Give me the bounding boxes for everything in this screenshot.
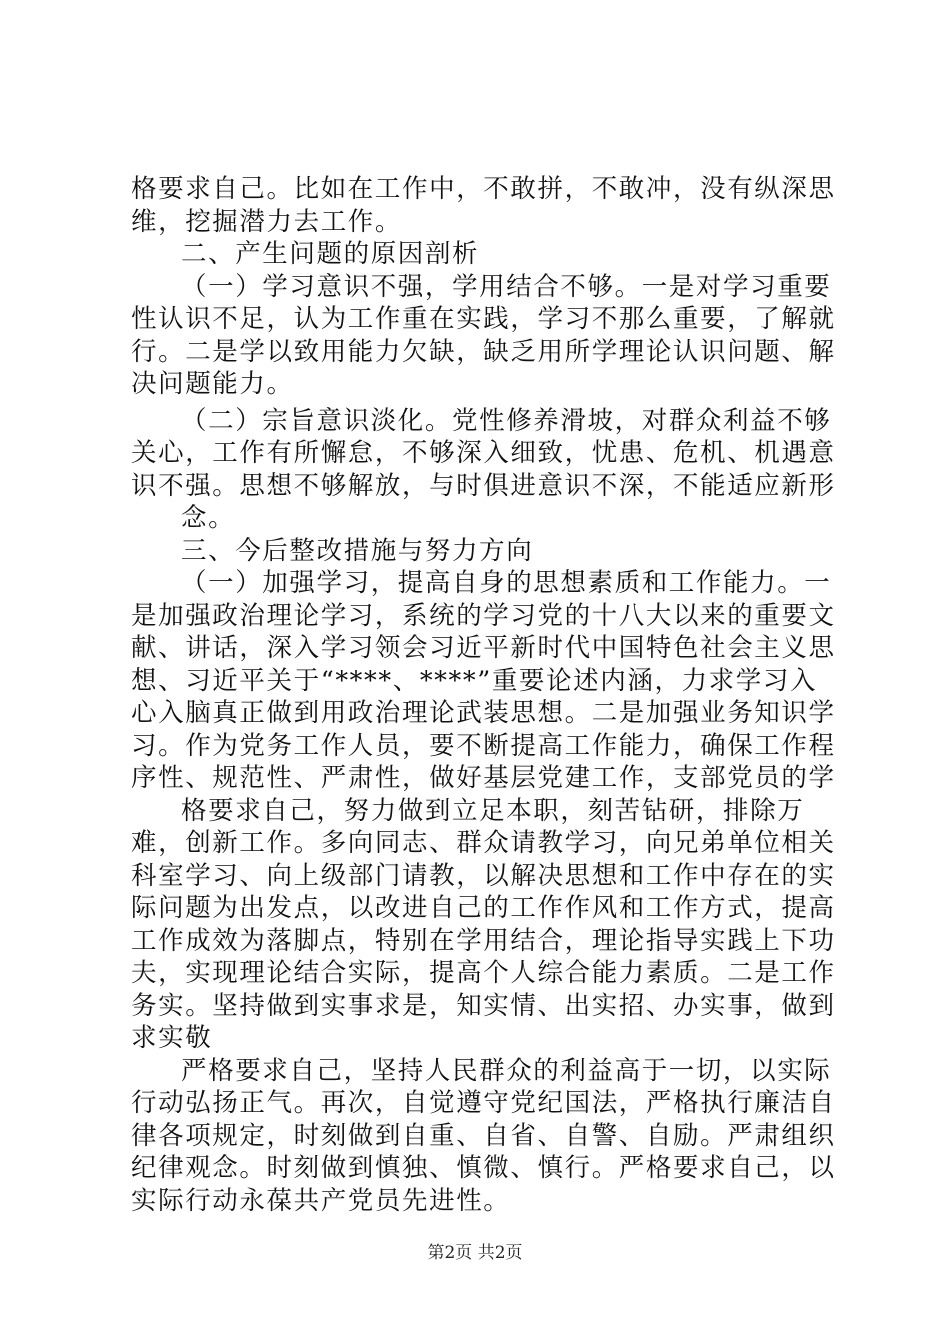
document-body xyxy=(131,173,841,1217)
paragraph-purpose-awareness: （二）宗旨意识淡化。党性修养滑坡，对群众利益不够关心，工作有所懈怠，不够深入细致，忧患、危机、机遇意识不强。思想不够解放，与时俱进意识不深，不能适应新形 xyxy=(131,405,836,501)
paragraph-fragment: 念。 xyxy=(181,503,236,533)
section-heading-measures: 三、今后整改措施与努力方向 xyxy=(181,535,534,566)
page-footer: 第2页 共2页 xyxy=(427,1243,523,1263)
paragraph-discipline: 严格要求自己，坚持人民群众的利益高于一切，以实际行动弘扬正气。再次，自觉遵守党纪国法，严格执行廉洁自律各项规定，时刻做到自重、自省、自警、自励。严肃组织纪律观念。时刻做到慎独、慎微、慎行。严格要求自己，以实际行动永葆共产党员先进性。 xyxy=(131,1055,836,1216)
paragraph-continuation: 格要求自己。比如在工作中，不敢拼，不敢冲，没有纵深思维，挖掘潜力去工作。 xyxy=(131,174,836,237)
paragraph-strict-requirements: 格要求自己，努力做到立足本职，刻苦钻研，排除万难，创新工作。多向同志、群众请教学习，向兄弟单位相关科室学习、向上级部门请教，以解决思想和工作中存在的实际问题为出发点，以改进自己的工作作风和工作方式，提高工作成效为落脚点，特别在学用结合，理论指导实践上下功夫，实现理论结合实际，提高个人综合能力素质。二是工作务实。坚持做到实事求是，知实情、出实招、办实事，做到求实敬 xyxy=(131,795,836,1053)
paragraph-strengthen-learning: （一）加强学习，提高自身的思想素质和工作能力。一是加强政治理论学习，系统的学习党的十八大以来的重要文献、讲话，深入学习领会习近平新时代中国特色社会主义思想、习近平关于“****、****”重要论述内涵，力求学习入心入脑真正做到用政治理论武装思想。二是加强业务知识学习。作为党务工作人员，要不断提高工作能力，确保工作程序性、规范性、严肃性，做好基层党建工作，支部党员的学 xyxy=(131,568,836,793)
paragraph-learning-awareness: （一）学习意识不强，学用结合不够。一是对学习重要性认识不足，认为工作重在实践，学习不那么重要，了解就行。二是学以致用能力欠缺，缺乏用所学理论认识问题、解决问题能力。 xyxy=(131,271,836,399)
section-heading-causes: 二、产生问题的原因剖析 xyxy=(181,239,480,269)
